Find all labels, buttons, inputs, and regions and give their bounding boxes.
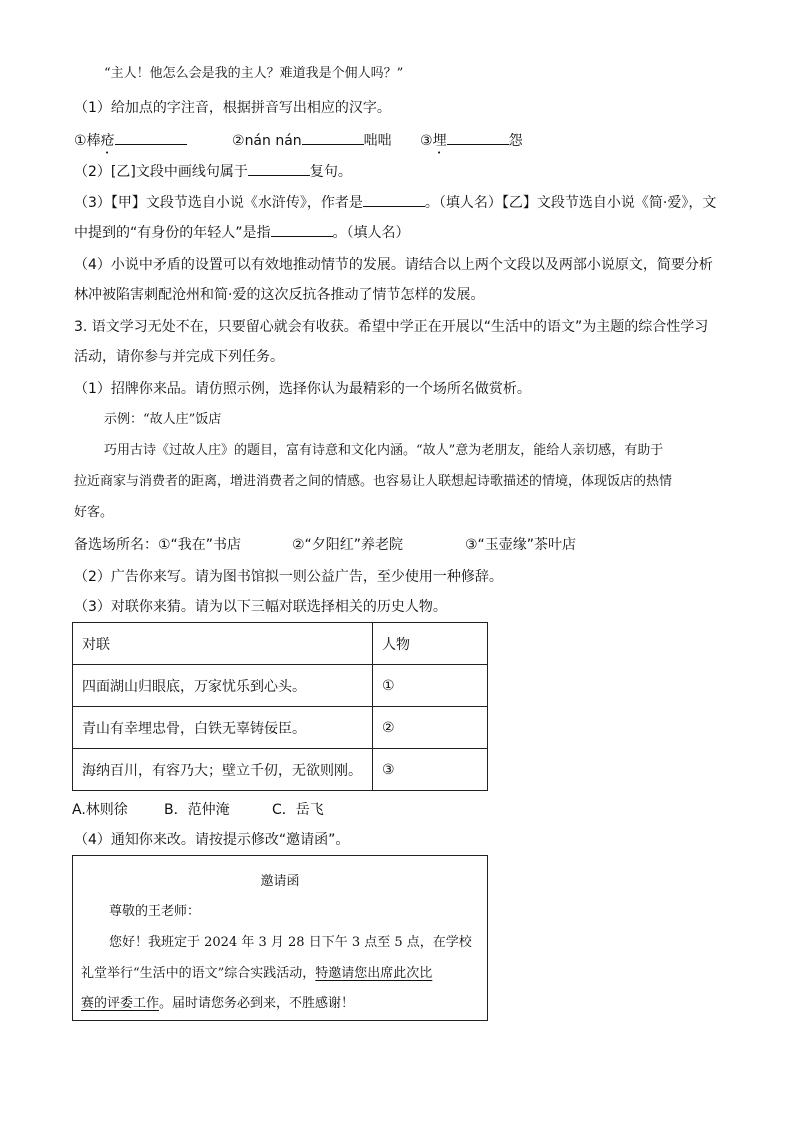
invitation-body-3 <box>81 994 354 1014</box>
task3-prompt: （3）对联你来猜。请为以下三幅对联选择相关的历史人物。 <box>74 599 447 615</box>
example-line-2: 拉近商家与消费者的距离，增进消费者之间的情感。也容易让人联想起诗歌描述的情境，体现饭店的热情 <box>74 474 673 489</box>
table-header-row <box>73 623 488 665</box>
invitation-body-1: 您好！我班定于 2024 年 3 月 28 日下午 3 点至 5 点，在学校 <box>109 935 472 950</box>
invitation-body-3-text: 。届时请您务必到来，不胜感谢！ <box>159 996 355 1011</box>
q1-c-tail: 怨 <box>508 133 523 149</box>
options-label: 备选场所名： <box>74 537 158 553</box>
q1-a-text: 棒 <box>86 133 101 149</box>
q3-text-3: 中提到的“有身份的年轻人”是指 <box>74 225 271 241</box>
option-bookstore: ①“我在”书店 <box>158 537 242 553</box>
q1-b-number: ② <box>232 133 245 149</box>
q1-c-number: ③ <box>420 133 433 149</box>
couplet-cell: 青山有幸埋忠骨，白铁无辜铸佞臣。 <box>73 707 373 749</box>
table-row <box>73 707 488 749</box>
couplet-table <box>72 622 488 791</box>
task4-prompt: （4）通知你来改。请按提示修改“邀请函”。 <box>74 832 350 848</box>
q2-text: （2）[乙]文段中画线句属于 <box>74 164 248 180</box>
person-cell[interactable]: ③ <box>373 749 488 791</box>
quote-line: “主人！他怎么会是我的主人？难道我是个佣人吗？” <box>104 66 404 81</box>
option-nursing-home: ②“夕阳红”养老院 <box>292 537 404 553</box>
couplet-cell: 四面湖山归眼底，万家忧乐到心头。 <box>73 665 373 707</box>
q1-a-number: ① <box>74 133 87 149</box>
q3-blank-author[interactable] <box>363 192 425 207</box>
q1-items <box>74 130 187 157</box>
q3-blank-person[interactable] <box>271 222 333 237</box>
q4-line-1: （4）小说中矛盾的设置可以有效地推动情节的发展。请结合以上两个文段以及两部小说原文，简要分析 <box>74 257 713 273</box>
person-cell[interactable]: ② <box>373 707 488 749</box>
q1-b-blank[interactable] <box>302 130 364 145</box>
q2-tail: 复句。 <box>309 164 352 180</box>
q1-c-blank[interactable] <box>447 130 509 145</box>
q2-line <box>74 161 352 182</box>
invitation-underlined-2: 赛的评委工作 <box>81 996 160 1011</box>
example-title: 示例：“故人庄”饭店 <box>104 412 222 427</box>
invitation-underlined-1: 特邀请您出席此次比 <box>315 966 433 981</box>
table-row <box>73 665 488 707</box>
invitation-greeting: 尊敬的王老师： <box>109 904 201 919</box>
person-cell[interactable]: ① <box>373 665 488 707</box>
choice-a: A.林则徐 <box>72 802 128 818</box>
q3-text-4: 。（填人名） <box>332 225 410 241</box>
invitation-box <box>72 855 488 1021</box>
invitation-title: 邀请函 <box>260 874 300 889</box>
invitation-body-2-text: 礼堂举行“生活中的语文”综合实践活动， <box>81 966 316 981</box>
section3-intro-2: 活动，请你参与并完成下列任务。 <box>74 349 284 365</box>
couplet-cell: 海纳百川，有容乃大；壁立千仞，无欲则刚。 <box>73 749 373 791</box>
q3-line-2 <box>74 222 410 243</box>
q3-text-1: （3）【甲】文段节选自小说《水浒传》，作者是 <box>74 195 363 211</box>
q1-item-c <box>420 130 523 157</box>
q1-b-tail: 咄咄 <box>363 133 392 149</box>
table-row <box>73 749 488 791</box>
invitation-body-2 <box>81 964 432 984</box>
q1-prompt: （1）给加点的字注音，根据拼音写出相应的汉字。 <box>74 100 391 116</box>
example-line-1: 巧用古诗《过故人庄》的题目，富有诗意和文化内涵。“故人”意为老朋友，能给人亲切感，有助于 <box>104 443 664 458</box>
task1-prompt: （1）招牌你来品。请仿照示例，选择你认为最精彩的一个场所名做赏析。 <box>74 381 531 397</box>
option-tea-shop: ③“玉壶缘”茶叶店 <box>465 537 577 553</box>
q1-b-pinyin: nán nán <box>244 133 302 149</box>
q4-line-2: 林冲被陷害刺配沧州和简·爱的这次反抗各推动了情节怎样的发展。 <box>74 287 485 303</box>
q1-a-blank[interactable] <box>115 130 187 145</box>
choice-c: C．岳飞 <box>272 802 324 818</box>
section3-intro-1: 3. 语文学习无处不在，只要留心就会有收获。希望中学正在开展以“生活中的语文”为主题的综合性学习 <box>74 319 709 335</box>
task2-prompt: （2）广告你来写。请为图书馆拟一则公益广告，至少使用一种修辞。 <box>74 569 503 585</box>
q2-blank[interactable] <box>248 161 310 176</box>
q1-item-b <box>232 130 392 151</box>
q1-c-dotted-char: 埋 <box>432 133 447 149</box>
choice-b: B．范仲淹 <box>164 802 230 818</box>
header-couplet: 对联 <box>73 623 373 665</box>
q3-line-1 <box>74 192 716 213</box>
q1-a-dotted-char: 疮 <box>100 133 115 149</box>
example-line-3: 好客。 <box>74 505 114 520</box>
header-person: 人物 <box>373 623 488 665</box>
q3-text-2: 。（填人名）【乙】文段节选自小说《简·爱》，文 <box>424 195 717 211</box>
